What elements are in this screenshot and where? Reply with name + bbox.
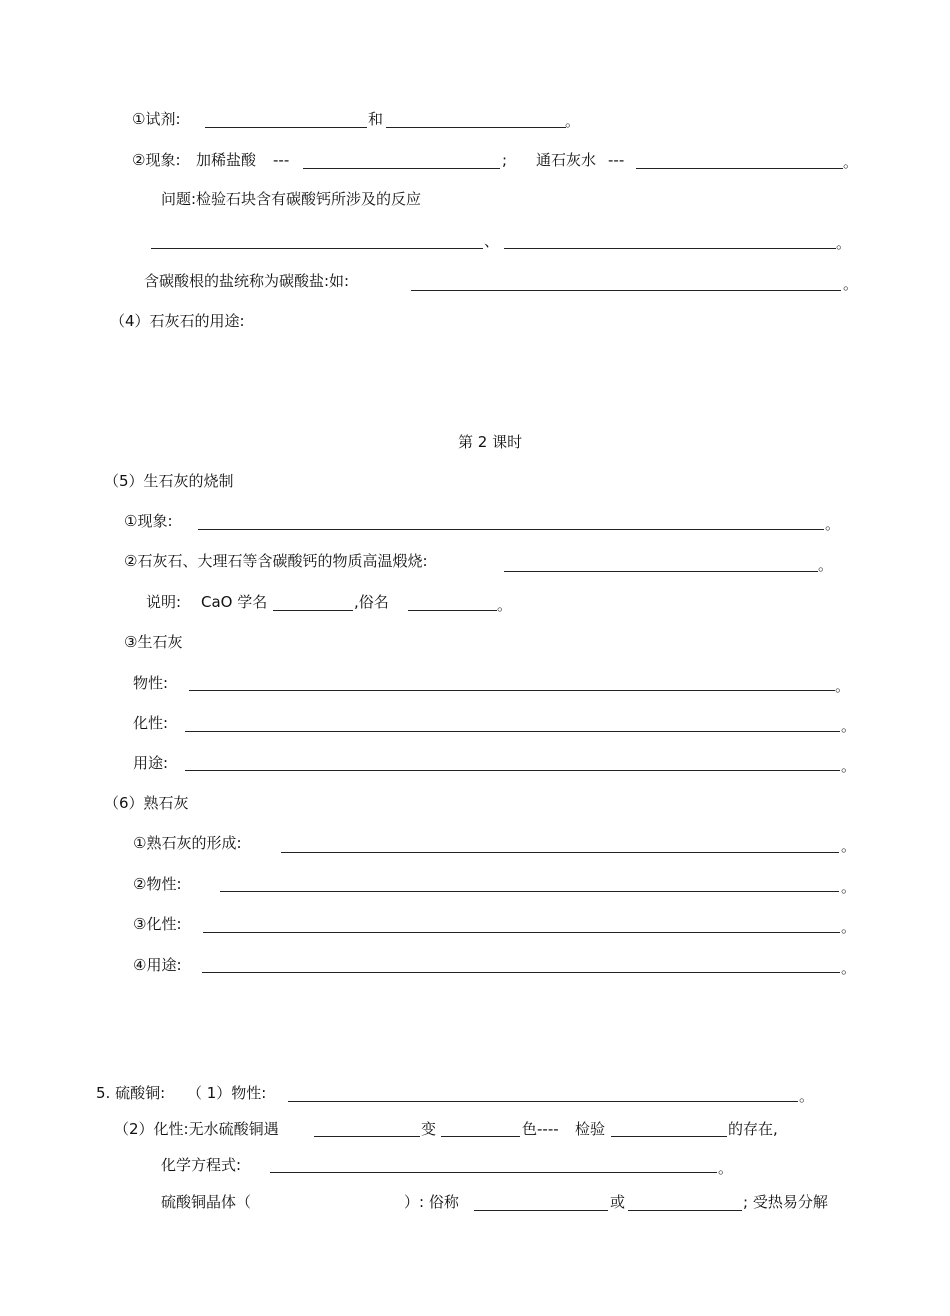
formation-blank[interactable] — [281, 852, 839, 853]
item6-heading: （6）熟石灰 — [104, 794, 189, 812]
period: 。 — [841, 918, 857, 936]
phenomenon-label: ②现象: — [132, 151, 181, 169]
equation-label: 化学方程式: — [161, 1156, 242, 1174]
period: 。 — [825, 515, 841, 533]
crystal-name-blank-1[interactable] — [474, 1210, 608, 1211]
common-name-blank[interactable] — [408, 610, 497, 611]
period: 。 — [718, 1159, 734, 1177]
cao-name-blank[interactable] — [273, 610, 353, 611]
and-text: 和 — [368, 110, 384, 128]
period: 。 — [841, 717, 857, 735]
reagent-label: ①试剂: — [132, 110, 181, 128]
reagent-meet-blank[interactable] — [314, 1136, 420, 1137]
or-text: 或 — [610, 1193, 626, 1211]
enum-comma: 、 — [484, 232, 500, 250]
cao-name: CaO 学名 — [201, 593, 268, 611]
period: 。 — [843, 153, 859, 171]
physical2-label: ②物性: — [133, 875, 182, 893]
chemical2-blank[interactable] — [203, 932, 840, 933]
limewater-text: 通石灰水 — [536, 151, 597, 169]
period: 。 — [841, 878, 857, 896]
crystal-name-blank-2[interactable] — [628, 1210, 742, 1211]
uses-blank[interactable] — [185, 770, 840, 771]
test-blank[interactable] — [611, 1136, 727, 1137]
dash-1: --- — [273, 151, 290, 169]
uses-label: 用途: — [133, 754, 169, 772]
crystal-open: 硫酸铜晶体（ — [161, 1193, 252, 1211]
color-dash-text: 色---- — [522, 1120, 559, 1138]
period: 。 — [565, 112, 581, 130]
crystal-close: ）: 俗称 — [404, 1193, 459, 1211]
period: 。 — [835, 677, 851, 695]
quicklime-heading: ③生石灰 — [124, 633, 183, 651]
uses-heading: （4）石灰石的用途: — [110, 312, 245, 330]
lesson-title: 第 2 课时 — [458, 433, 523, 451]
existence-text: 的存在, — [728, 1120, 778, 1138]
phenomenon-5: ①现象: — [124, 512, 173, 530]
period: 。 — [841, 837, 857, 855]
limewater-blank[interactable] — [636, 168, 843, 169]
chemical2-label: ③化性: — [133, 915, 182, 933]
common-name: ,俗名 — [354, 593, 389, 611]
physical-label: 物性: — [133, 674, 169, 692]
chemical-blank[interactable] — [185, 731, 840, 732]
carbonate-blank[interactable] — [411, 290, 841, 291]
phenomenon-5-blank[interactable] — [198, 529, 824, 530]
section5-heading: 5. 硫酸铜: — [96, 1084, 166, 1102]
calcination-blank[interactable] — [504, 571, 818, 572]
calcination-text: ②石灰石、大理石等含碳酸钙的物质高温煅烧: — [124, 552, 428, 570]
physical-blank[interactable] — [189, 690, 835, 691]
chemical-label: 化性: — [133, 714, 169, 732]
hcl-blank[interactable] — [303, 168, 500, 169]
turns-text: 变 — [421, 1120, 437, 1138]
period: 。 — [841, 757, 857, 775]
period: 。 — [497, 596, 513, 614]
semicolon: ; — [502, 151, 508, 169]
note-label: 说明: — [146, 593, 182, 611]
carbonate-note: 含碳酸根的盐统称为碳酸盐:如: — [144, 272, 350, 290]
question-text: 问题:检验石块含有碳酸钙所涉及的反应 — [161, 190, 422, 208]
test-text: 检验 — [575, 1120, 606, 1138]
item5-heading: （5）生石灰的烧制 — [104, 472, 234, 490]
reagent-blank-2[interactable] — [386, 127, 566, 128]
physical2-blank[interactable] — [220, 891, 839, 892]
period: 。 — [818, 556, 834, 574]
cuso4-chemical-label: （2）化性:无水硫酸铜遇 — [114, 1120, 279, 1138]
reaction-blank-2[interactable] — [504, 248, 836, 249]
decompose-text: ; 受热易分解 — [743, 1193, 828, 1211]
formation-label: ①熟石灰的形成: — [133, 834, 242, 852]
period: 。 — [843, 275, 859, 293]
reaction-blank-1[interactable] — [151, 248, 483, 249]
cuso4-physical-blank[interactable] — [288, 1101, 798, 1102]
reagent-blank-1[interactable] — [205, 127, 367, 128]
period: 。 — [841, 959, 857, 977]
cuso4-physical-label: （ 1）物性: — [187, 1084, 267, 1102]
dash-2: --- — [608, 151, 625, 169]
color-blank[interactable] — [441, 1136, 520, 1137]
period: 。 — [836, 234, 852, 252]
dilute-hcl-text: 加稀盐酸 — [196, 151, 257, 169]
uses2-blank[interactable] — [202, 972, 840, 973]
uses2-label: ④用途: — [133, 956, 182, 974]
equation-blank[interactable] — [270, 1172, 717, 1173]
period: 。 — [799, 1087, 815, 1105]
